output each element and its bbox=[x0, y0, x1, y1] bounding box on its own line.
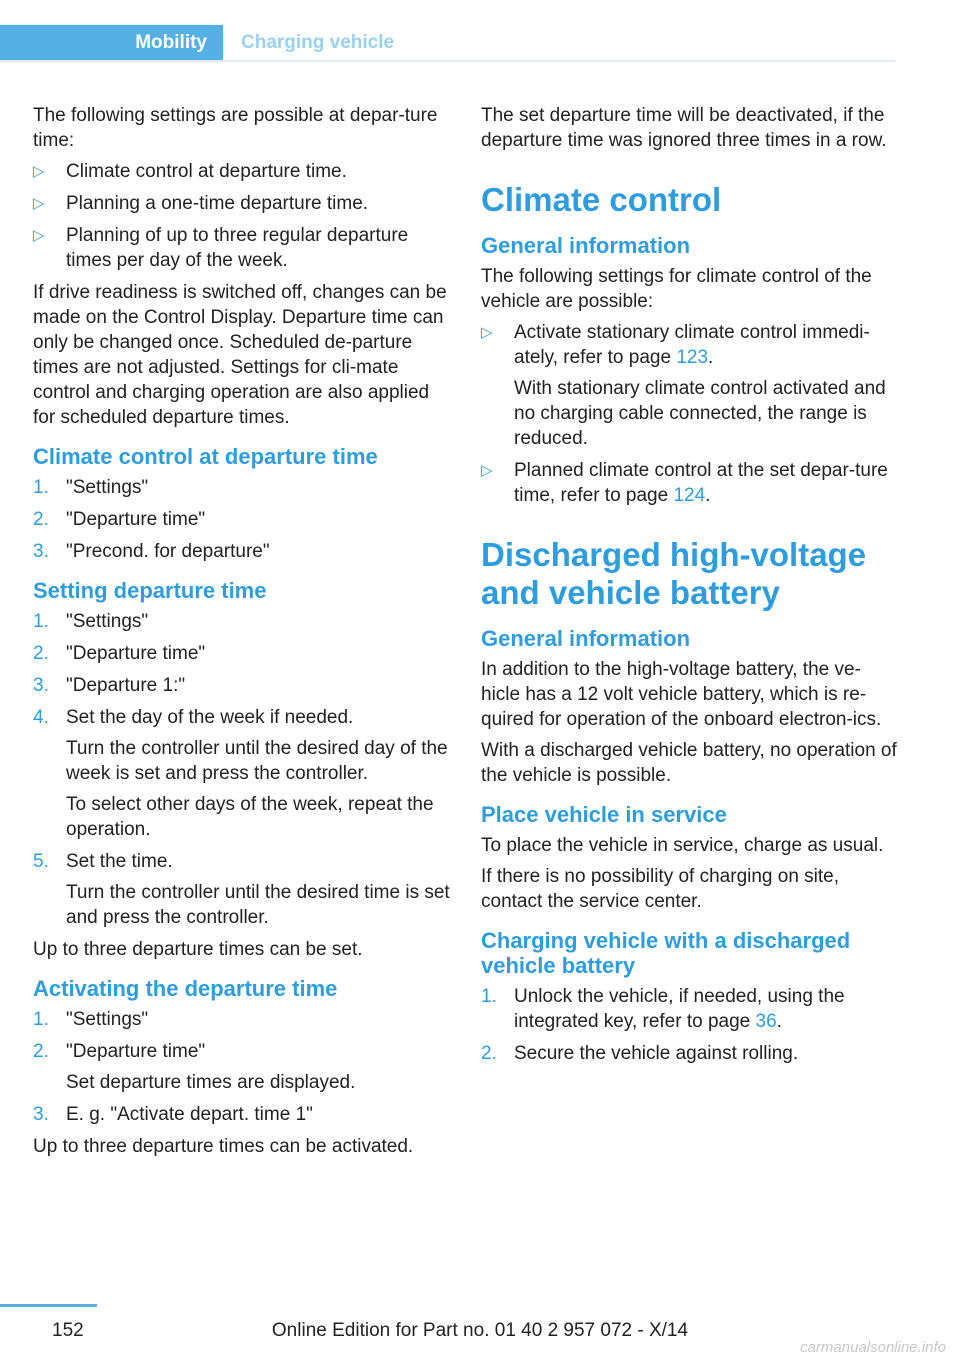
step-number: 2. bbox=[33, 509, 49, 530]
edition-text: Online Edition for Part no. 01 40 2 957 072 - X/14 bbox=[271, 1320, 689, 1341]
departure-times-note: Up to three departure times can be set. bbox=[33, 939, 363, 960]
heading-place-vehicle-in-service: Place vehicle in service bbox=[481, 802, 727, 827]
heading-discharged-battery: Discharged high-voltage and vehicle battery bbox=[481, 536, 867, 611]
right-column bbox=[481, 103, 899, 1073]
step-text: "Departure time" bbox=[66, 509, 206, 530]
step-detail: Set departure times are displayed. bbox=[66, 1072, 356, 1093]
list-item-text: Climate control at departure time. bbox=[66, 161, 347, 182]
steps-list bbox=[33, 609, 451, 930]
heading-climate-control-at-departure: Climate control at departure time bbox=[33, 444, 378, 469]
step-text: Secure the vehicle against rolling. bbox=[514, 1043, 799, 1064]
step-text: "Departure time" bbox=[66, 643, 206, 664]
battery-warning-paragraph: With a discharged vehicle battery, no operation of the vehicle is possible. bbox=[481, 740, 897, 786]
steps-list bbox=[33, 1007, 451, 1127]
step-item bbox=[33, 705, 451, 842]
step-number: 2. bbox=[33, 643, 49, 664]
step-text: "Settings" bbox=[66, 1009, 149, 1030]
step-item bbox=[33, 475, 451, 500]
climate-intro-paragraph: The following settings for climate control of the vehicle are possible: bbox=[481, 266, 872, 312]
step-text: Set the day of the week if needed. bbox=[66, 707, 354, 728]
steps-list bbox=[481, 984, 899, 1066]
step-detail: To select other days of the week, repeat the operation. bbox=[66, 794, 434, 840]
triangle-right-icon: ▷ bbox=[481, 324, 493, 341]
section-tab-label: Mobility bbox=[135, 32, 207, 53]
step-text: E. g. "Activate depart. time 1" bbox=[66, 1104, 313, 1125]
list-item bbox=[481, 320, 899, 451]
footer-accent-rule bbox=[0, 1304, 97, 1307]
page-link-124[interactable]: 124 bbox=[673, 485, 706, 506]
service-paragraph: To place the vehicle in service, charge as usual. bbox=[481, 835, 884, 856]
step-item bbox=[33, 507, 451, 532]
step-number: 2. bbox=[481, 1043, 497, 1064]
step-number: 4. bbox=[33, 707, 49, 728]
step-detail: Turn the controller until the desired day of the week is set and press the controller. bbox=[66, 738, 448, 784]
heading-charging-discharged-battery: Charging vehicle with a discharged vehicle battery bbox=[481, 928, 851, 978]
list-item-text-lead: Planned climate control at the set depar-ture time, refer to page bbox=[514, 460, 888, 506]
list-item-body bbox=[514, 458, 899, 508]
page-link-36[interactable]: 36 bbox=[755, 1011, 777, 1032]
steps-list bbox=[33, 475, 451, 564]
heading-setting-departure-time: Setting departure time bbox=[33, 578, 267, 603]
chapter-tab-charging-vehicle[interactable] bbox=[241, 25, 394, 61]
step-text: "Settings" bbox=[66, 611, 149, 632]
list-item bbox=[481, 458, 899, 508]
triangle-right-icon: ▷ bbox=[33, 227, 45, 244]
list-item-text: Planning of up to three regular departure times per day of the week. bbox=[66, 225, 409, 271]
list-item-text: Planning a one-time departure time. bbox=[66, 193, 369, 214]
list-item bbox=[33, 191, 451, 216]
step-text: "Departure 1:" bbox=[66, 675, 186, 696]
deactivation-paragraph: The set departure time will be deactivated, if the departure time was ignored three times in a row. bbox=[481, 105, 887, 151]
service-center-paragraph: If there is no possibility of charging on site, contact the service center. bbox=[481, 866, 840, 912]
heading-general-information: General information bbox=[481, 626, 691, 651]
step-text: Set the time. bbox=[66, 851, 173, 872]
step-number: 2. bbox=[33, 1041, 49, 1062]
step-item bbox=[33, 539, 451, 564]
battery-info-paragraph: In addition to the high-voltage battery, the ve-hicle has a 12 volt vehicle battery, which is re-quired for operation of the onboard electron-ics. bbox=[481, 659, 882, 730]
step-number: 1. bbox=[33, 1009, 49, 1030]
step-number: 3. bbox=[33, 675, 49, 696]
list-item-text-lead: Activate stationary climate control immedi-ately, refer to page bbox=[514, 322, 870, 368]
section-tab-mobility[interactable] bbox=[0, 25, 223, 61]
step-number: 1. bbox=[481, 986, 497, 1007]
watermark: carmanualsonline.info bbox=[800, 1339, 946, 1356]
triangle-right-icon: ▷ bbox=[33, 195, 45, 212]
heading-general-information: General information bbox=[481, 233, 691, 258]
list-item bbox=[33, 223, 451, 273]
list-item-text-end: . bbox=[708, 347, 714, 368]
step-item bbox=[33, 1007, 451, 1032]
step-item bbox=[481, 984, 899, 1034]
step-item bbox=[33, 1102, 451, 1127]
step-body bbox=[66, 705, 451, 842]
step-number: 1. bbox=[33, 477, 49, 498]
step-text-lead: Unlock the vehicle, if needed, using the integrated key, refer to page bbox=[514, 986, 845, 1032]
page-link-123[interactable]: 123 bbox=[676, 347, 709, 368]
step-body bbox=[66, 849, 451, 930]
list-item-text bbox=[514, 458, 899, 508]
left-column bbox=[33, 103, 451, 1165]
step-item bbox=[33, 1039, 451, 1095]
list-item-body bbox=[514, 320, 899, 451]
list-item bbox=[33, 159, 451, 184]
page-number: 152 bbox=[52, 1320, 84, 1341]
step-body bbox=[66, 1039, 451, 1095]
step-item bbox=[33, 849, 451, 930]
list-item-detail: With stationary climate control activated and no charging cable connected, the range is reduced. bbox=[514, 378, 886, 449]
list-item-text-end: . bbox=[705, 485, 711, 506]
step-number: 5. bbox=[33, 851, 49, 872]
step-number: 1. bbox=[33, 611, 49, 632]
step-item bbox=[481, 1041, 899, 1066]
step-item bbox=[33, 641, 451, 666]
step-text: "Precond. for departure" bbox=[66, 541, 270, 562]
step-number: 3. bbox=[33, 541, 49, 562]
chapter-tab-label: Charging vehicle bbox=[241, 32, 395, 53]
activation-note: Up to three departure times can be activated. bbox=[33, 1136, 414, 1157]
step-number: 3. bbox=[33, 1104, 49, 1125]
intro-bullet-list bbox=[33, 159, 451, 273]
step-text-end: . bbox=[776, 1011, 782, 1032]
heading-activating-departure-time: Activating the departure time bbox=[33, 976, 338, 1001]
drive-readiness-paragraph: If drive readiness is switched off, changes can be made on the Control Display. Departure time can only be changed once. Scheduled de-parture times are not adjusted. Settings for cli-mate control and charging operation are also applied for scheduled departure times. bbox=[33, 282, 447, 428]
step-item bbox=[33, 673, 451, 698]
step-text: "Settings" bbox=[66, 477, 149, 498]
step-detail: Turn the controller until the desired time is set and press the controller. bbox=[66, 882, 450, 928]
triangle-right-icon: ▷ bbox=[481, 462, 493, 479]
header-divider bbox=[0, 60, 895, 62]
triangle-right-icon: ▷ bbox=[33, 163, 45, 180]
list-item-text bbox=[514, 320, 899, 370]
step-item bbox=[33, 609, 451, 634]
heading-climate-control: Climate control bbox=[481, 181, 722, 218]
step-text: "Departure time" bbox=[66, 1041, 206, 1062]
intro-paragraph: The following settings are possible at depar-ture time: bbox=[33, 105, 438, 151]
climate-bullet-list bbox=[481, 320, 899, 508]
step-text bbox=[514, 984, 899, 1034]
